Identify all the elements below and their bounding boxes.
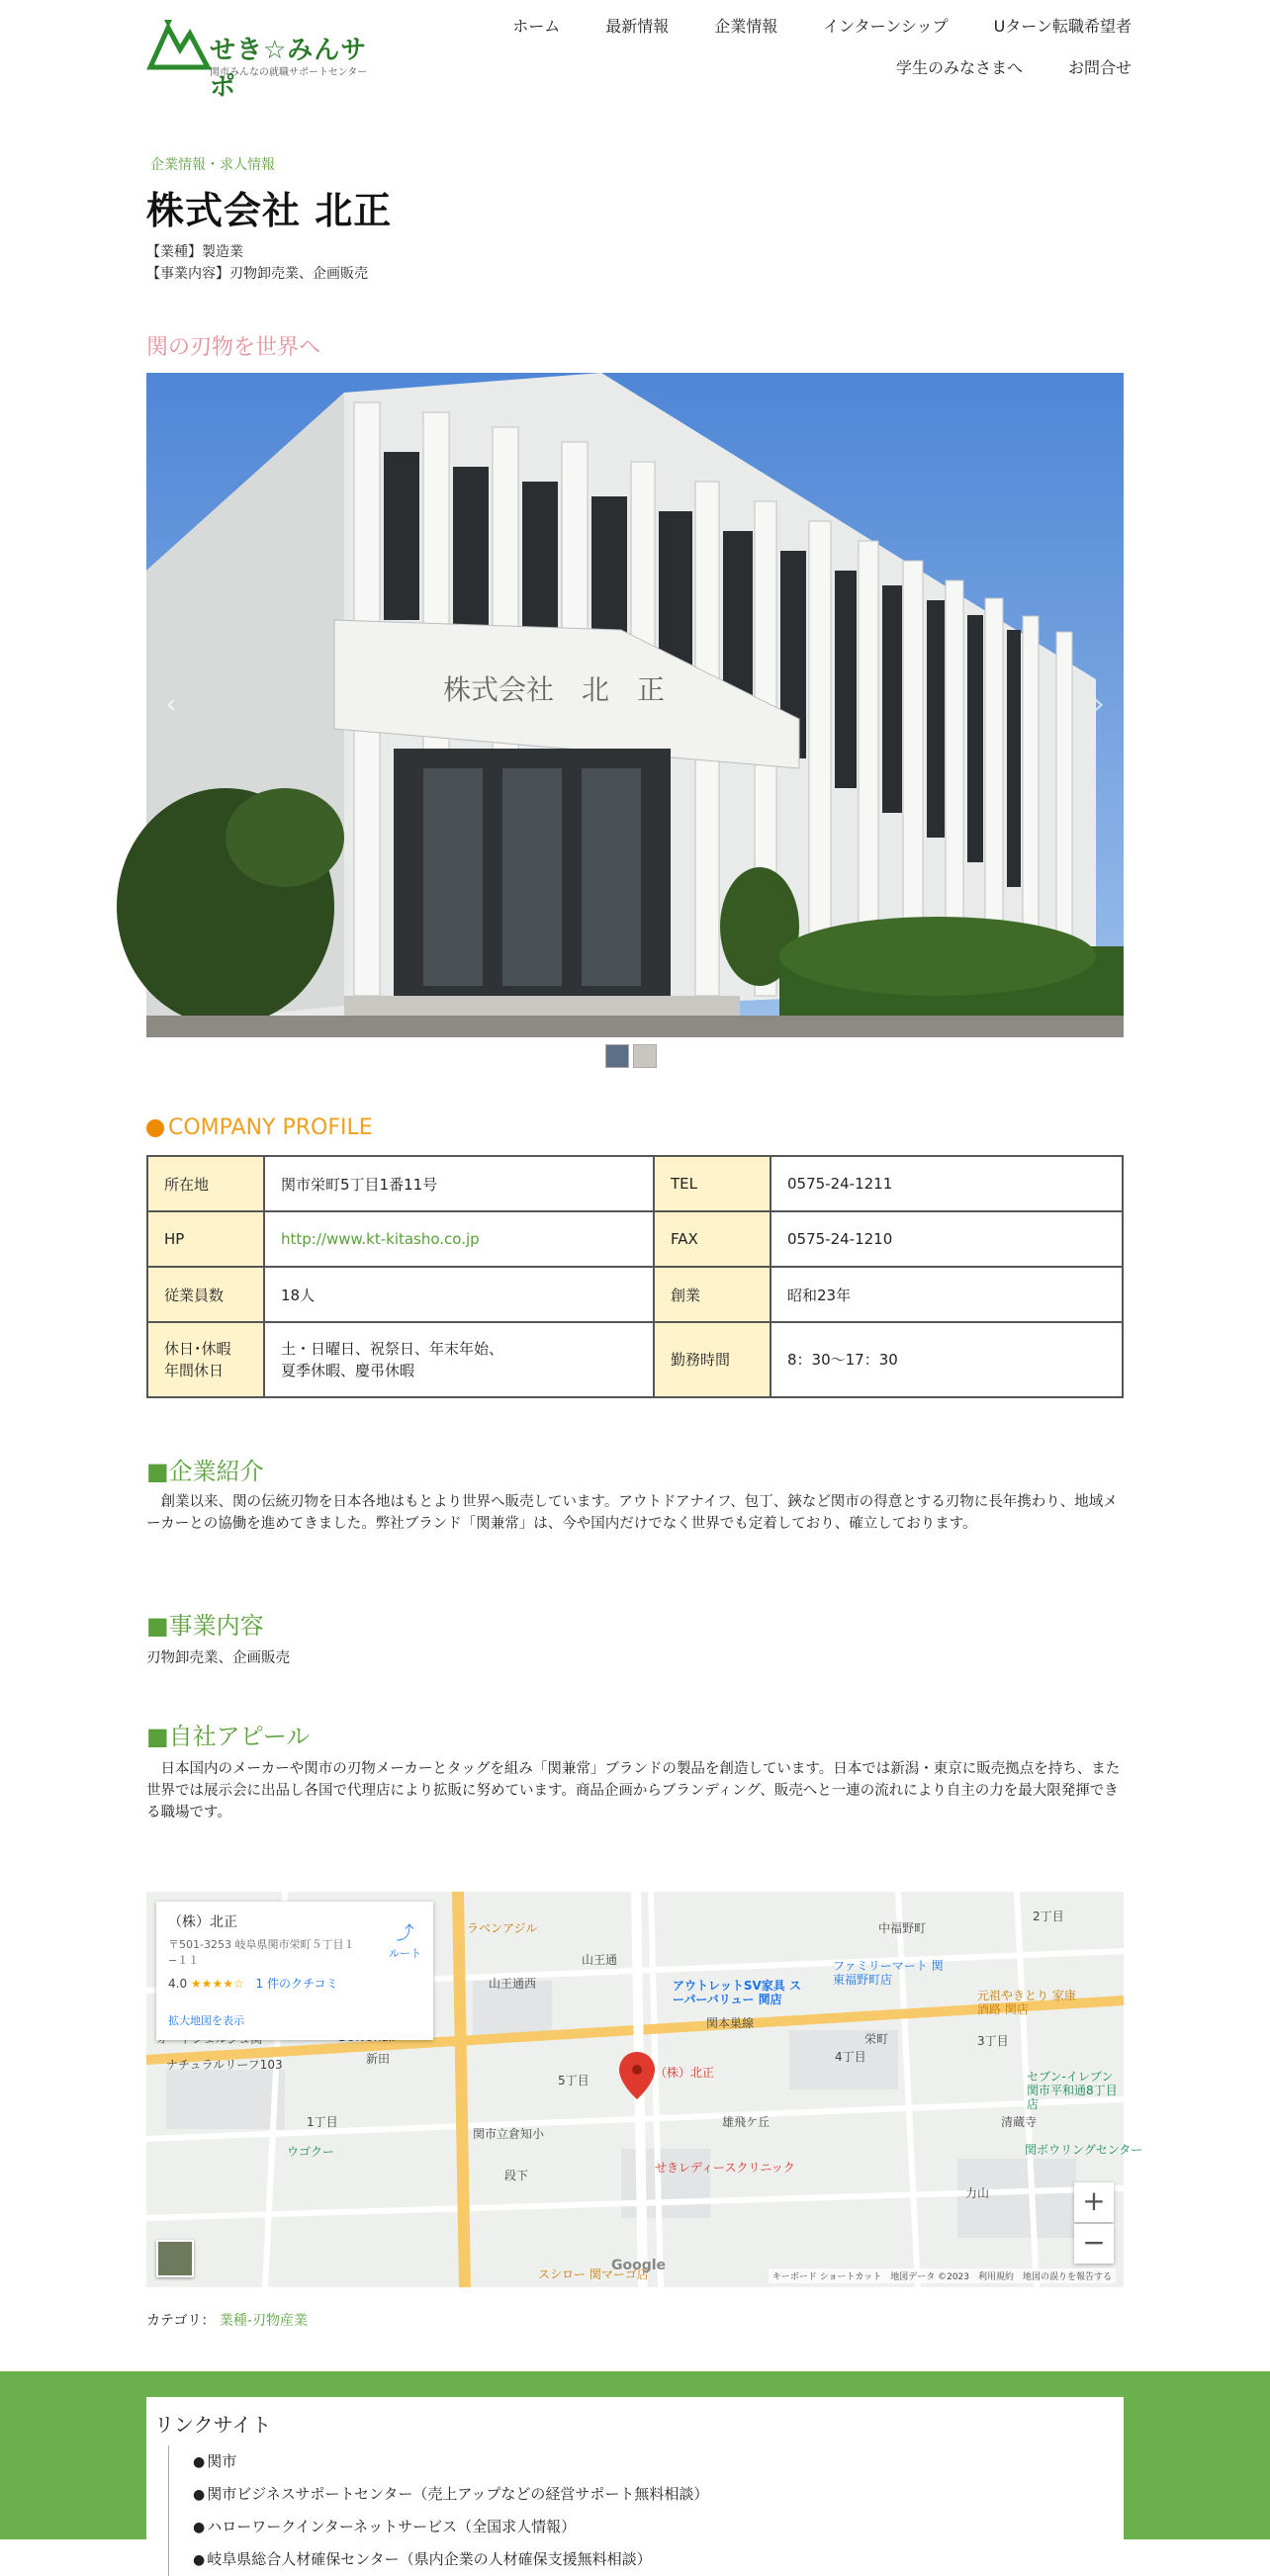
label-employees: 従業員数 — [147, 1267, 264, 1322]
map-label: ラベンアジル — [467, 1921, 538, 1935]
map-card-rating — [168, 1975, 421, 1992]
category-label: カテゴリ： — [146, 2313, 216, 2329]
map-label: 段下 — [504, 2169, 529, 2182]
value-address: 関市栄町5丁目1番11号 — [264, 1156, 654, 1211]
company-profile-table — [146, 1155, 1124, 1398]
slider-prev-icon[interactable]: ‹ — [165, 687, 177, 720]
link-item-gifu-talent[interactable]: ● 岐阜県総合人材確保センター（県内企業の人材確保支援無料相談） — [193, 2543, 1116, 2576]
table-row — [147, 1156, 1123, 1211]
map-info-card — [156, 1902, 433, 2040]
logo-mark-icon — [146, 10, 210, 71]
tagline: 関の刃物を世界へ — [146, 335, 321, 360]
company-profile-heading — [146, 1115, 373, 1140]
map-label: ウゴクー — [287, 2145, 335, 2159]
map-label: 山王通 — [582, 1953, 618, 1967]
value-tel: 0575-24-1211 — [771, 1156, 1123, 1211]
svg-text:株式会社 北 正: 株式会社 北 正 — [443, 673, 666, 706]
nav-companies[interactable]: 企業情報 — [714, 17, 778, 36]
logo-text: せき☆みんサポ — [210, 36, 368, 102]
site-footer — [0, 2371, 1270, 2568]
table-row — [147, 1211, 1123, 1267]
route-label: ルート — [389, 1947, 421, 1960]
value-employees: 18人 — [264, 1267, 654, 1322]
industry-text: 【業種】製造業 — [146, 244, 243, 260]
label-tel: TEL — [654, 1156, 771, 1211]
map-label: 雄飛ケ丘 — [722, 2115, 771, 2129]
route-button[interactable] — [389, 1919, 421, 1961]
satellite-toggle[interactable] — [156, 2240, 194, 2277]
link-sites-box — [146, 2397, 1124, 2568]
photo-slider[interactable] — [146, 373, 1124, 1037]
map-label: 元祖やきとり 家康酒路 関店 — [977, 1989, 1076, 2016]
value-hp — [264, 1211, 654, 1267]
link-sites-list — [168, 2445, 1116, 2576]
map-label: せきレディースクリニック — [655, 2161, 795, 2175]
thumbnail-1[interactable] — [605, 1044, 629, 1068]
sub-nav — [896, 55, 1132, 78]
map-label: 清蔵寺 — [1001, 2115, 1038, 2129]
rating-value: 4.0 — [168, 1977, 188, 1991]
nav-contact[interactable]: お問合せ — [1067, 58, 1132, 77]
google-map[interactable] — [146, 1892, 1143, 2287]
map-label: 3丁目 — [977, 2034, 1009, 2048]
appeal-text: 日本国内のメーカーや関市の刃物メーカーとタッグを組み「関兼常」ブランドの製品を創造しています。日本では新潟・東京に販売拠点を持ち、また世界では展示会に出品し各国で代理店により拡販に努めています。商品企画からブランディング、販売へと一連の流れにより自主の力を最大限発揮できる職場です。 — [146, 1761, 1121, 1821]
company-meta — [146, 241, 368, 285]
nav-home[interactable]: ホーム — [512, 17, 561, 36]
appeal-heading: ■自社アピール — [146, 1723, 311, 1750]
rating-stars-icon: ★★★★☆ — [190, 1977, 244, 1991]
value-fax: 0575-24-1210 — [771, 1211, 1123, 1267]
slider-next-icon[interactable]: › — [1093, 687, 1105, 720]
slider-thumbnails — [605, 1044, 657, 1068]
business-heading: ■事業内容 — [146, 1612, 264, 1640]
site-logo[interactable] — [146, 10, 374, 102]
main-nav — [512, 14, 1132, 37]
thumbnail-2[interactable] — [633, 1044, 657, 1068]
breadcrumb[interactable]: 企業情報・求人情報 — [150, 157, 275, 173]
map-attribution[interactable]: キーボード ショートカット 地図データ ©2023 利用規約 地図の誤りを報告する — [769, 2268, 1116, 2283]
map-label: 5丁目 — [558, 2074, 590, 2087]
map-label: 新田 — [366, 2052, 391, 2066]
nav-news[interactable]: 最新情報 — [605, 17, 670, 36]
map-label: 2丁目 — [1033, 1910, 1064, 1923]
map-label: 関本巣線 — [706, 2016, 755, 2030]
map-label: 1丁目 — [307, 2115, 338, 2129]
category-line — [146, 2310, 308, 2330]
map-label: セブン-イレブン 関市平和通8丁目店 — [1027, 2070, 1118, 2111]
label-hp: HP — [147, 1211, 264, 1267]
company-profile-title: COMPANY PROFILE — [168, 1115, 373, 1140]
map-label: スシロー 関マーゴ店 — [538, 2267, 649, 2281]
site-header — [0, 0, 1270, 102]
map-label: 4丁目 — [835, 2050, 866, 2064]
map-label: 力山 — [965, 2186, 990, 2200]
map-pin-label[interactable]: （株）北正 — [655, 2066, 715, 2080]
map-label: 山王通西 — [489, 1977, 537, 1991]
link-item-seki-city[interactable]: ● 関市 — [193, 2445, 1116, 2478]
map-card-address: 〒501-3253 岐阜県関市栄町５丁目１−１１ — [168, 1938, 355, 1967]
zoom-in-button[interactable]: + — [1074, 2182, 1114, 2222]
map-card-name: （株）北正 — [168, 1914, 237, 1930]
map-label: 栄町 — [864, 2032, 889, 2046]
logo-subtitle: 関市みんなの就職サポートセンター — [210, 67, 368, 78]
nav-u-turn[interactable]: Uターン転職希望者 — [993, 17, 1132, 36]
map-label: ナチュラルリーフ103 — [166, 2058, 283, 2072]
business-text: 【事業内容】刃物卸売業、企画販売 — [146, 266, 368, 282]
intro-text: 創業以来、関の伝統刃物を日本各地はもとより世界へ販売しています。アウトドアナイフ、包丁、鋏など関市の得意とする刃物に長年携わり、地域メーカーとの協働を進めてきました。弊社ブランド「関兼常」は、今や国内だけでなく世界でも定着しており、確立しております。 — [146, 1494, 1118, 1532]
label-address: 所在地 — [147, 1156, 264, 1211]
value-hours: 8：30〜17：30 — [771, 1322, 1123, 1397]
label-holidays: 休日･休暇 年間休日 — [147, 1322, 264, 1397]
hp-link[interactable]: http://www.kt-kitasho.co.jp — [281, 1230, 480, 1248]
zoom-out-button[interactable]: − — [1074, 2224, 1114, 2264]
map-label: ファミリーマート 関東福野町店 — [833, 1959, 944, 1987]
label-hours: 勤務時間 — [654, 1322, 771, 1397]
enlarge-map-link[interactable]: 拡大地図を表示 — [168, 2014, 244, 2027]
building-photo — [146, 373, 1124, 1037]
map-label: 関ボウリングセンター — [1025, 2143, 1143, 2157]
value-holidays: 土・日曜日、祝祭日、年末年始、 夏季休暇、慶弔休暇 — [264, 1322, 654, 1397]
link-item-hellowork[interactable]: ● ハローワークインターネットサービス（全国求人情報） — [193, 2511, 1116, 2543]
business-content: 刃物卸売業、企画販売 — [146, 1650, 290, 1666]
link-item-business-support[interactable]: ● 関市ビジネスサポートセンター（売上アップなどの経営サポート無料相談） — [193, 2478, 1116, 2511]
link-sites-title: リンクサイト — [154, 2413, 272, 2437]
nav-students[interactable]: 学生のみなさまへ — [895, 58, 1023, 77]
table-row — [147, 1322, 1123, 1397]
map-label: アウトレットSV家具 スーパーバリュー 関店 — [673, 1979, 801, 2006]
map-label: 関市立倉知小 — [473, 2127, 545, 2141]
directions-icon: ⤴ — [396, 1923, 414, 1944]
orange-dot-icon — [146, 1119, 164, 1137]
map-label: 中福野町 — [878, 1921, 927, 1935]
category-link[interactable]: 業種-刃物産業 — [219, 2313, 308, 2329]
table-row — [147, 1267, 1123, 1322]
label-founded: 創業 — [654, 1267, 771, 1322]
intro-heading: ■企業紹介 — [146, 1458, 264, 1485]
google-logo: Google — [611, 2258, 667, 2273]
label-fax: FAX — [654, 1211, 771, 1267]
value-founded: 昭和23年 — [771, 1267, 1123, 1322]
reviews-link[interactable]: 1 件のクチコミ — [255, 1977, 338, 1991]
page-title: 株式会社 北正 — [146, 189, 393, 232]
nav-internship[interactable]: インターンシップ — [823, 17, 949, 36]
